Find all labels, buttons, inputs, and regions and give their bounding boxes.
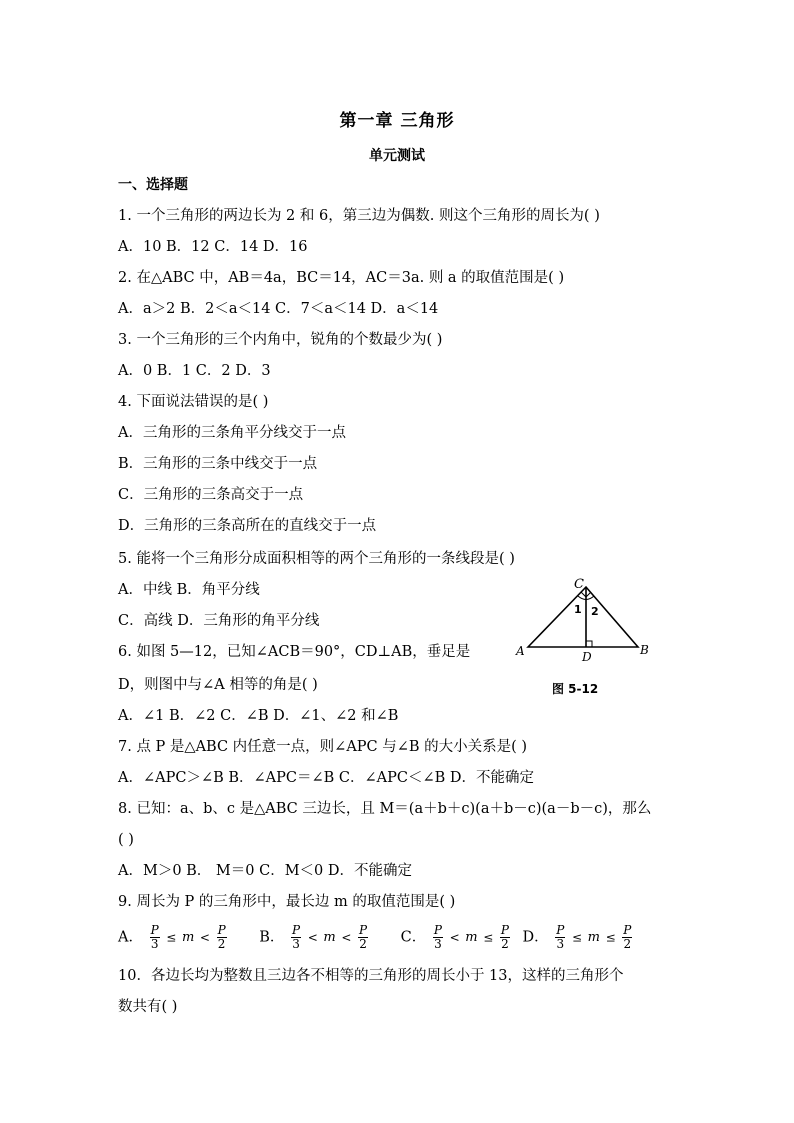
fraction: $\frac{P}{2}$	[358, 923, 368, 951]
triangle-abc	[528, 587, 638, 647]
page-subtitle: 单元测试	[369, 148, 425, 164]
fraction: $\frac{P}{3}$	[150, 923, 159, 951]
question-6-continued: D，则图中与∠A 相等的角是( )	[118, 677, 318, 693]
fraction: $\frac{P}{3}$	[556, 923, 565, 951]
question-1-options: A．10 B．12 C．14 D．16	[118, 239, 308, 255]
figure-caption: 图 5-12	[552, 682, 599, 696]
question-9: 9. 周长为 P 的三角形中，最长边 m 的取值范围是( )	[118, 894, 456, 910]
q9-option-a: A． $\frac{P}{3}$ ≤ m < $\frac{P}{2}$	[118, 923, 226, 951]
triangle-figure	[512, 575, 662, 695]
question-6-options: A．∠1 B．∠2 C．∠B D．∠1、∠2 和∠B	[118, 708, 399, 724]
angle-label-1: 1	[574, 603, 582, 616]
q9-option-b: B． $\frac{P}{3}$ < m < $\frac{P}{2}$	[259, 923, 368, 951]
question-2-options: A．a＞2 B．2＜a＜14 C．7＜a＜14 D．a＜14	[118, 301, 439, 317]
right-angle-mark-d	[586, 641, 592, 647]
fraction: $\frac{P}{3}$	[292, 923, 301, 951]
question-4: 4. 下面说法错误的是( )	[118, 394, 269, 410]
question-7-options: A．∠APC＞∠B B．∠APC＝∠B C．∠APC＜∠B D．不能确定	[118, 770, 535, 786]
vertex-label-d: D	[582, 650, 592, 664]
question-9-options	[118, 924, 634, 951]
question-4-option-a: A．三角形的三条角平分线交于一点	[118, 425, 346, 441]
vertex-label-a: A	[516, 644, 525, 658]
question-4-option-d: D．三角形的三条高所在的直线交于一点	[118, 518, 377, 534]
section-heading: 一、选择题	[118, 177, 188, 193]
fraction: $\frac{P}{3}$	[433, 923, 442, 951]
page-title: 第一章 三角形	[339, 111, 455, 131]
vertex-label-b: B	[640, 643, 649, 657]
question-4-option-c: C．三角形的三条高交于一点	[118, 487, 304, 503]
question-10: 10．各边长均为整数且三边各不相等的三角形的周长小于 13，这样的三角形个	[118, 968, 624, 984]
question-8-continued: ( )	[118, 832, 134, 848]
question-3-options: A．0 B．1 C．2 D．3	[118, 363, 271, 379]
question-7: 7. 点 P 是△ABC 内任意一点，则∠APC 与∠B 的大小关系是( )	[118, 739, 528, 755]
question-8: 8. 已知：a、b、c 是△ABC 三边长，且 M＝(a＋b＋c)(a＋b－c)(a－b－c)，那么	[118, 801, 652, 817]
question-5-options-ab: A．中线 B．角平分线	[118, 582, 260, 598]
question-1: 1. 一个三角形的两边长为 2 和 6，第三边为偶数. 则这个三角形的周长为( )	[118, 208, 600, 224]
question-2: 2. 在△ABC 中，AB＝4a，BC＝14，AC＝3a. 则 a 的取值范围是( )	[118, 270, 565, 286]
question-6: 6. 如图 5—12，已知∠ACB＝90°，CD⊥AB，垂足是	[118, 644, 471, 660]
question-4-option-b: B．三角形的三条中线交于一点	[118, 456, 318, 472]
angle-label-2: 2	[591, 605, 599, 618]
question-10-continued: 数共有( )	[118, 999, 178, 1015]
question-5-options-cd: C．高线 D．三角形的角平分线	[118, 613, 320, 629]
question-8-options: A．M＞0 B． M＝0 C．M＜0 D．不能确定	[118, 863, 412, 879]
q9-option-d: D． $\frac{P}{3}$ ≤ m ≤ $\frac{P}{2}$	[522, 923, 632, 951]
fraction: $\frac{P}{2}$	[500, 923, 509, 951]
fraction: $\frac{P}{2}$	[623, 923, 632, 951]
fraction: $\frac{P}{2}$	[217, 923, 226, 951]
question-5: 5. 能将一个三角形分成面积相等的两个三角形的一条线段是( )	[118, 551, 515, 567]
q9-option-c: C． $\frac{P}{3}$ < m ≤ $\frac{P}{2}$	[400, 923, 509, 951]
question-3: 3. 一个三角形的三个内角中，锐角的个数最少为( )	[118, 332, 443, 348]
vertex-label-c: C	[574, 577, 584, 592]
